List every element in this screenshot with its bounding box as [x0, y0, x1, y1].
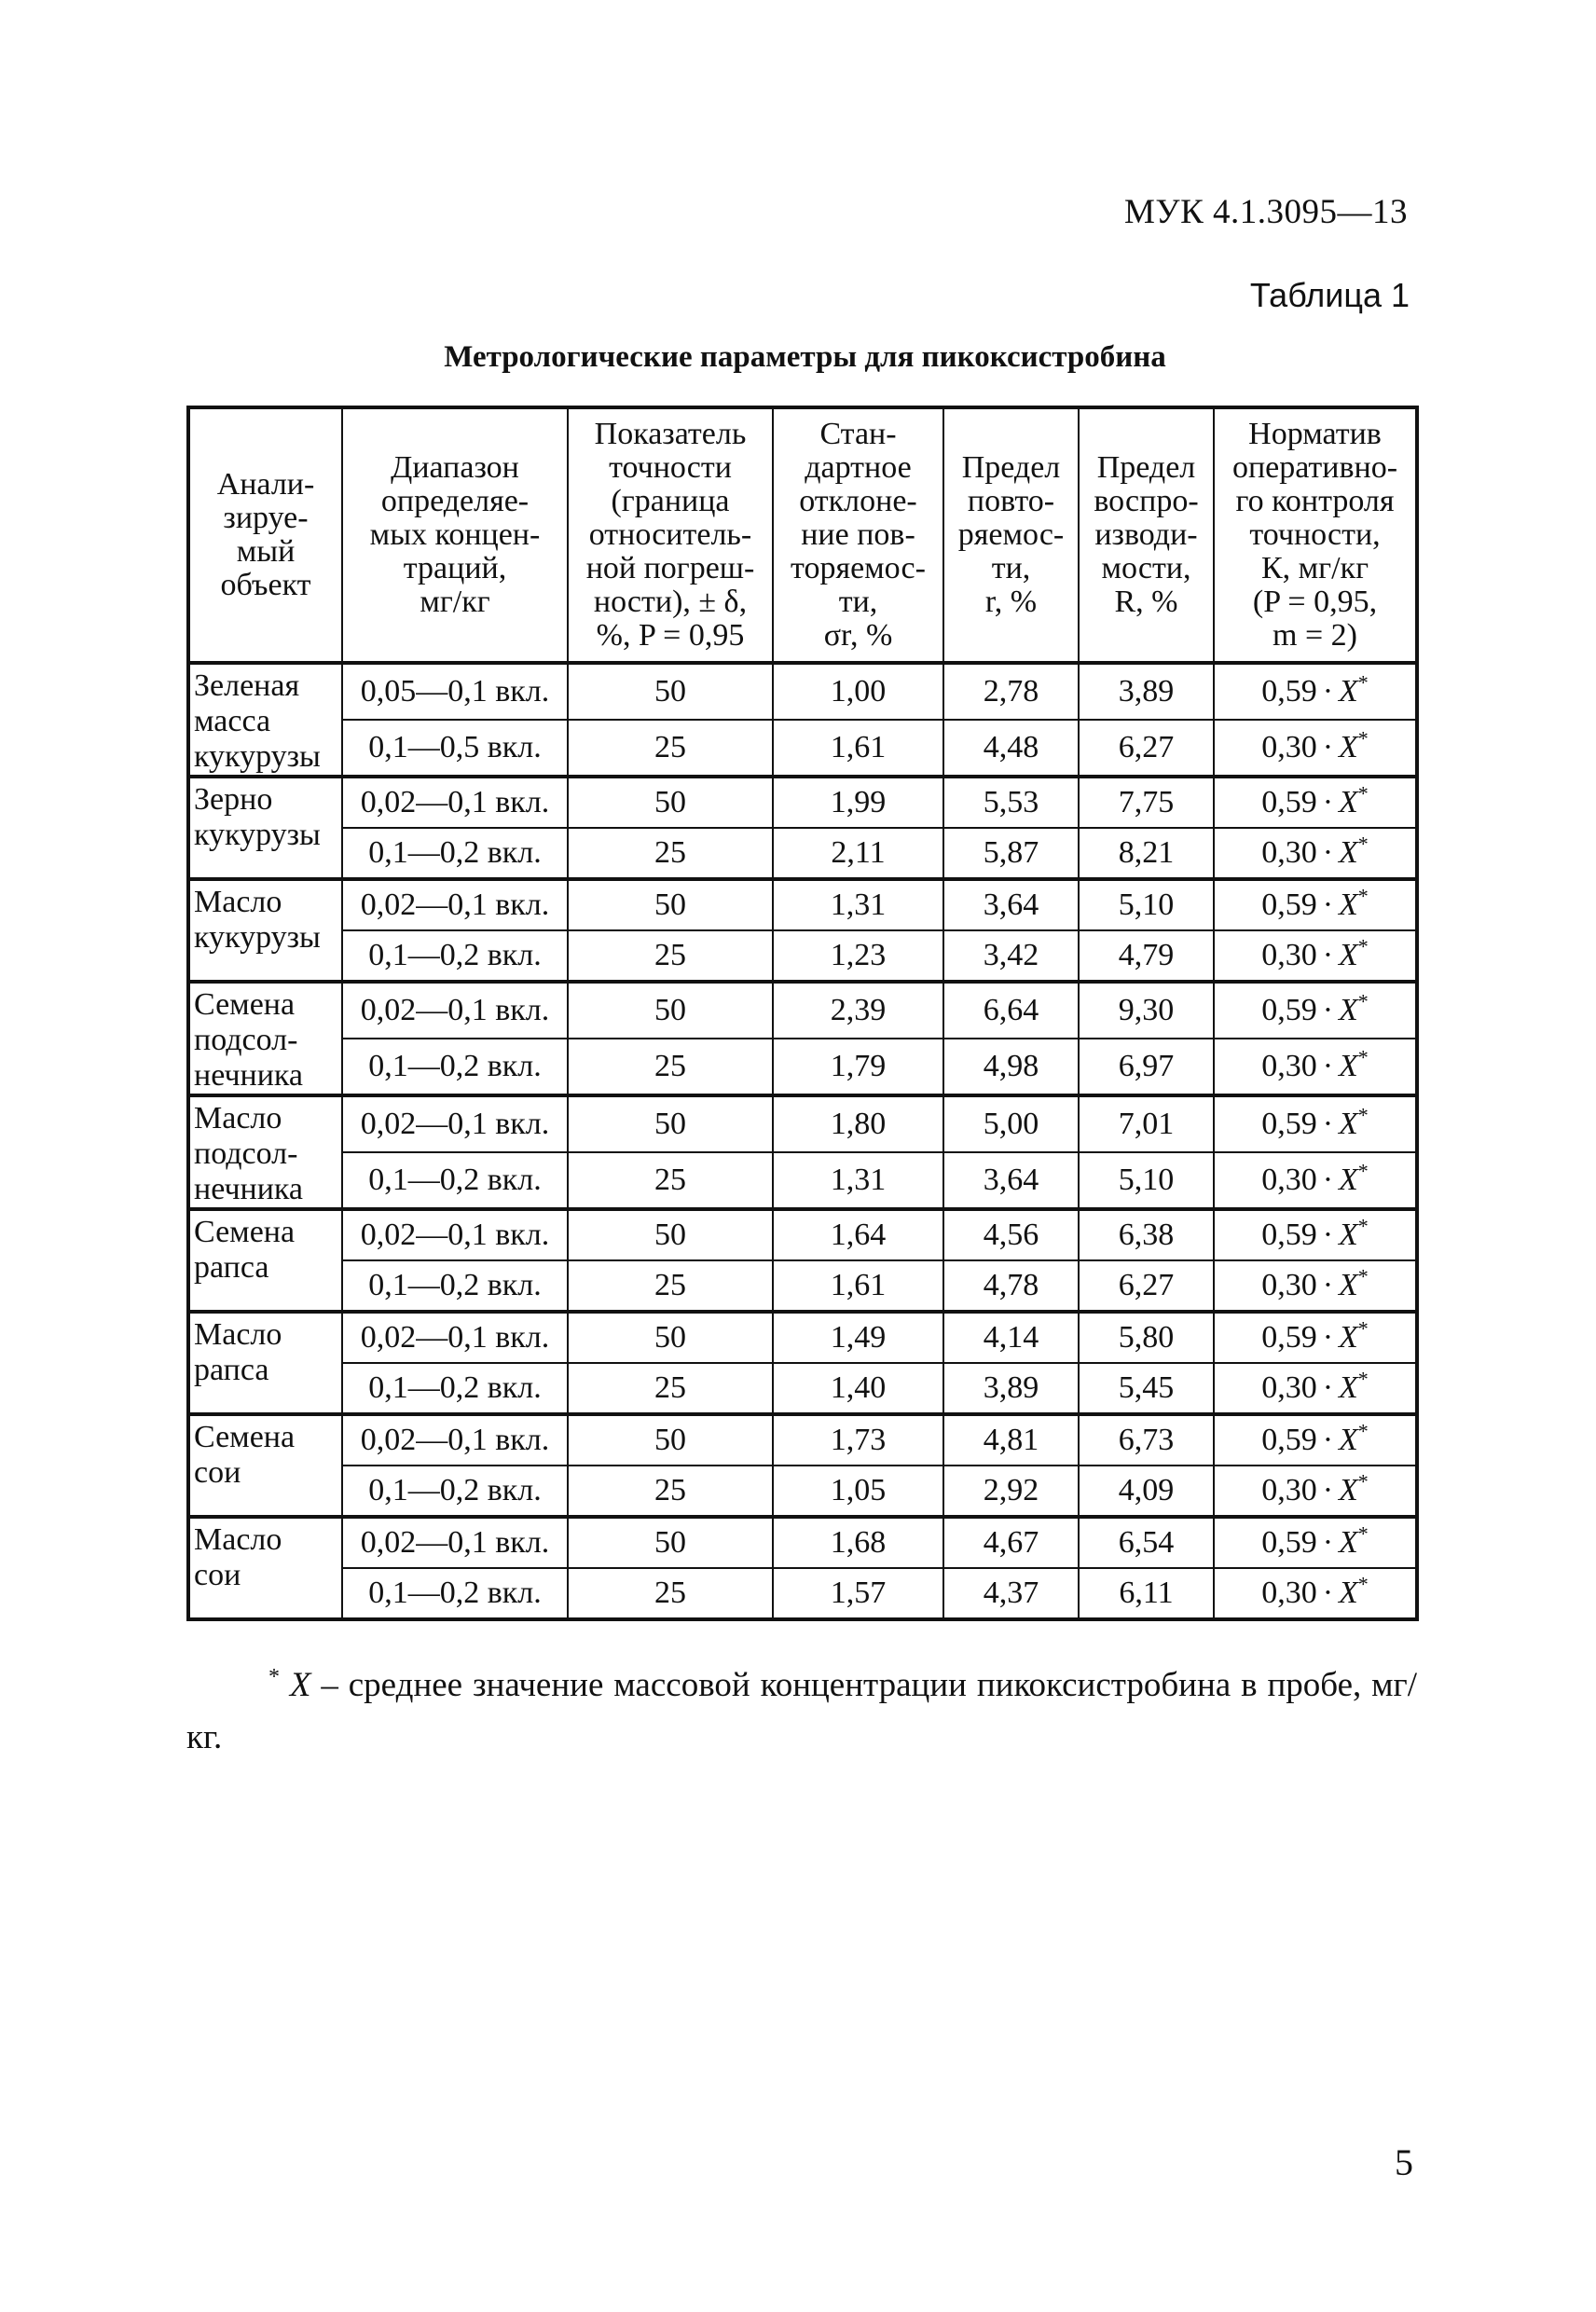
object-cell: Семена рапса [188, 1209, 342, 1312]
sigma-cell: 1,61 [773, 1260, 943, 1312]
footnote-ref: * [1357, 1469, 1369, 1493]
table-row [188, 1039, 1417, 1095]
footnote-ref: * [1357, 1103, 1369, 1127]
column-header: Предел повто- ряемос- ти, r, % [943, 407, 1079, 663]
norm-variable: X [1339, 1107, 1358, 1141]
norm-variable: X [1339, 835, 1358, 870]
norm-coefficient: 0,30 [1261, 835, 1317, 870]
range-cell: 0,1—0,2 вкл. [342, 1363, 568, 1414]
reproducibility-cell: 7,01 [1079, 1095, 1214, 1152]
footnote-text: – среднее значение массовой концентрации пикоксистробина в пробе, мг/кг. [186, 1666, 1418, 1756]
table-row [188, 982, 1417, 1039]
footnote-ref: * [1357, 781, 1369, 805]
control-norm-cell [1214, 1568, 1417, 1619]
sigma-cell: 1,68 [773, 1517, 943, 1568]
control-norm-cell [1214, 982, 1417, 1039]
sigma-cell: 1,05 [773, 1466, 943, 1517]
accuracy-cell: 25 [568, 1260, 773, 1312]
table-row [188, 663, 1417, 720]
repeatability-cell: 3,42 [943, 930, 1079, 982]
sigma-cell: 1,73 [773, 1414, 943, 1466]
norm-coefficient: 0,59 [1261, 1218, 1317, 1252]
reproducibility-cell: 6,97 [1079, 1039, 1214, 1095]
reproducibility-cell: 7,75 [1079, 777, 1214, 828]
repeatability-cell: 5,53 [943, 777, 1079, 828]
multiply-sign: · [1322, 1320, 1334, 1355]
sigma-cell: 1,49 [773, 1312, 943, 1363]
repeatability-cell: 3,89 [943, 1363, 1079, 1414]
reproducibility-cell: 4,79 [1079, 930, 1214, 982]
column-header: Предел воспро- изводи- мости, R, % [1079, 407, 1214, 663]
footnote-ref: * [1357, 1419, 1369, 1443]
footnote-mark: * [268, 1664, 280, 1689]
range-cell: 0,1—0,2 вкл. [342, 828, 568, 879]
column-header: Показатель точности (граница относитель- ной погреш- ности), ± δ, %, P = 0,95 [568, 407, 773, 663]
multiply-sign: · [1322, 1268, 1334, 1302]
accuracy-cell: 25 [568, 828, 773, 879]
table-row [188, 1466, 1417, 1517]
control-norm-cell [1214, 879, 1417, 930]
range-cell: 0,02—0,1 вкл. [342, 879, 568, 930]
multiply-sign: · [1322, 785, 1334, 819]
control-norm-cell [1214, 1517, 1417, 1568]
norm-coefficient: 0,30 [1261, 1473, 1317, 1507]
table-row [188, 1414, 1417, 1466]
norm-coefficient: 0,59 [1261, 888, 1317, 922]
control-norm-cell [1214, 663, 1417, 720]
table-row [188, 720, 1417, 777]
accuracy-cell: 50 [568, 1414, 773, 1466]
reproducibility-cell: 3,89 [1079, 663, 1214, 720]
footnote-ref: * [1357, 1264, 1369, 1288]
norm-coefficient: 0,30 [1261, 1268, 1317, 1302]
reproducibility-cell: 6,11 [1079, 1568, 1214, 1619]
range-cell: 0,02—0,1 вкл. [342, 777, 568, 828]
norm-variable: X [1339, 785, 1358, 819]
norm-coefficient: 0,59 [1261, 1525, 1317, 1560]
accuracy-cell: 50 [568, 1209, 773, 1260]
control-norm-cell [1214, 1095, 1417, 1152]
norm-coefficient: 0,59 [1261, 993, 1317, 1027]
norm-variable: X [1339, 1320, 1358, 1355]
sigma-cell: 1,57 [773, 1568, 943, 1619]
table-body [188, 663, 1417, 1619]
range-cell: 0,1—0,2 вкл. [342, 1568, 568, 1619]
norm-coefficient: 0,30 [1261, 1576, 1317, 1610]
table-title: Метрологические параметры для пикоксистробина [444, 340, 1166, 374]
range-cell: 0,1—0,2 вкл. [342, 1260, 568, 1312]
multiply-sign: · [1322, 1370, 1334, 1405]
sigma-cell: 1,80 [773, 1095, 943, 1152]
object-cell: Зерно кукурузы [188, 777, 342, 879]
norm-variable: X [1339, 1473, 1358, 1507]
footnote-variable: X [289, 1666, 311, 1704]
range-cell: 0,1—0,2 вкл. [342, 1152, 568, 1209]
column-header: Диапазон определяе- мых концен- траций, мг/кг [342, 407, 568, 663]
accuracy-cell: 25 [568, 1466, 773, 1517]
sigma-cell: 1,23 [773, 930, 943, 982]
table-row [188, 1517, 1417, 1568]
footnote-ref: * [1357, 670, 1369, 695]
table-label: Таблица 1 [1249, 276, 1410, 314]
range-cell: 0,02—0,1 вкл. [342, 1312, 568, 1363]
range-cell: 0,1—0,5 вкл. [342, 720, 568, 777]
norm-coefficient: 0,30 [1261, 730, 1317, 764]
reproducibility-cell: 4,09 [1079, 1466, 1214, 1517]
accuracy-cell: 50 [568, 777, 773, 828]
accuracy-cell: 25 [568, 720, 773, 777]
control-norm-cell [1214, 1209, 1417, 1260]
sigma-cell: 2,11 [773, 828, 943, 879]
repeatability-cell: 5,87 [943, 828, 1079, 879]
table-row [188, 1363, 1417, 1414]
norm-coefficient: 0,59 [1261, 1423, 1317, 1457]
accuracy-cell: 50 [568, 1312, 773, 1363]
range-cell: 0,02—0,1 вкл. [342, 982, 568, 1039]
reproducibility-cell: 6,73 [1079, 1414, 1214, 1466]
reproducibility-cell: 5,80 [1079, 1312, 1214, 1363]
multiply-sign: · [1322, 1576, 1334, 1610]
norm-variable: X [1339, 1268, 1358, 1302]
norm-coefficient: 0,30 [1261, 1370, 1317, 1405]
accuracy-cell: 50 [568, 1517, 773, 1568]
control-norm-cell [1214, 1312, 1417, 1363]
column-header: Стан- дартное отклоне- ние пов- торяемос- ти, σr, % [773, 407, 943, 663]
repeatability-cell: 4,48 [943, 720, 1079, 777]
multiply-sign: · [1322, 1163, 1334, 1197]
object-cell: Масло сои [188, 1517, 342, 1619]
table-row [188, 1312, 1417, 1363]
sigma-cell: 1,99 [773, 777, 943, 828]
multiply-sign: · [1322, 1049, 1334, 1083]
table-row [188, 1152, 1417, 1209]
footnote-ref: * [1357, 726, 1369, 750]
norm-variable: X [1339, 730, 1358, 764]
table-row [188, 930, 1417, 982]
repeatability-cell: 4,98 [943, 1039, 1079, 1095]
range-cell: 0,02—0,1 вкл. [342, 1414, 568, 1466]
accuracy-cell: 25 [568, 1363, 773, 1414]
column-header: Норматив оперативно- го контроля точности, К, мг/кг (P = 0,95, m = 2) [1214, 407, 1417, 663]
reproducibility-cell: 5,10 [1079, 1152, 1214, 1209]
norm-variable: X [1339, 993, 1358, 1027]
table-row [188, 879, 1417, 930]
multiply-sign: · [1322, 1423, 1334, 1457]
range-cell: 0,1—0,2 вкл. [342, 1466, 568, 1517]
accuracy-cell: 25 [568, 1152, 773, 1209]
footnote-ref: * [1357, 1159, 1369, 1183]
sigma-cell: 1,31 [773, 1152, 943, 1209]
column-header: Анали- зируе- мый объект [188, 407, 342, 663]
footnote-ref: * [1357, 934, 1369, 958]
accuracy-cell: 25 [568, 1039, 773, 1095]
multiply-sign: · [1322, 938, 1334, 972]
table-row [188, 1209, 1417, 1260]
range-cell: 0,02—0,1 вкл. [342, 1517, 568, 1568]
repeatability-cell: 4,37 [943, 1568, 1079, 1619]
control-norm-cell [1214, 930, 1417, 982]
sigma-cell: 1,61 [773, 720, 943, 777]
multiply-sign: · [1322, 1218, 1334, 1252]
footnote-ref: * [1357, 884, 1369, 908]
norm-variable: X [1339, 938, 1358, 972]
object-cell: Семена подсол- нечника [188, 982, 342, 1095]
norm-coefficient: 0,59 [1261, 785, 1317, 819]
control-norm-cell [1214, 777, 1417, 828]
accuracy-cell: 50 [568, 982, 773, 1039]
document-code: МУК 4.1.3095—13 [1123, 193, 1408, 231]
norm-coefficient: 0,59 [1261, 1320, 1317, 1355]
multiply-sign: · [1322, 1107, 1334, 1141]
object-cell: Масло рапса [188, 1312, 342, 1414]
table-row [188, 777, 1417, 828]
footnote-ref: * [1357, 1045, 1369, 1069]
norm-variable: X [1339, 674, 1358, 709]
accuracy-cell: 50 [568, 879, 773, 930]
footnote-ref: * [1357, 989, 1369, 1013]
norm-variable: X [1339, 888, 1358, 922]
footnote-ref: * [1357, 1316, 1369, 1341]
repeatability-cell: 3,64 [943, 879, 1079, 930]
multiply-sign: · [1322, 674, 1334, 709]
footnote-ref: * [1357, 1214, 1369, 1238]
norm-variable: X [1339, 1218, 1358, 1252]
norm-coefficient: 0,30 [1261, 938, 1317, 972]
control-norm-cell [1214, 1363, 1417, 1414]
reproducibility-cell: 6,54 [1079, 1517, 1214, 1568]
sigma-cell: 1,79 [773, 1039, 943, 1095]
repeatability-cell: 4,67 [943, 1517, 1079, 1568]
multiply-sign: · [1322, 993, 1334, 1027]
table-row [188, 1260, 1417, 1312]
norm-variable: X [1339, 1163, 1358, 1197]
reproducibility-cell: 9,30 [1079, 982, 1214, 1039]
reproducibility-cell: 6,27 [1079, 1260, 1214, 1312]
sigma-cell: 1,64 [773, 1209, 943, 1260]
range-cell: 0,1—0,2 вкл. [342, 930, 568, 982]
reproducibility-cell: 5,10 [1079, 879, 1214, 930]
control-norm-cell [1214, 1152, 1417, 1209]
norm-variable: X [1339, 1525, 1358, 1560]
norm-coefficient: 0,30 [1261, 1163, 1317, 1197]
reproducibility-cell: 6,38 [1079, 1209, 1214, 1260]
norm-coefficient: 0,59 [1261, 674, 1317, 709]
footnote-ref: * [1357, 832, 1369, 856]
repeatability-cell: 4,78 [943, 1260, 1079, 1312]
accuracy-cell: 25 [568, 930, 773, 982]
table-row [188, 1095, 1417, 1152]
metrology-table [186, 406, 1419, 1621]
multiply-sign: · [1322, 835, 1334, 870]
repeatability-cell: 4,81 [943, 1414, 1079, 1466]
control-norm-cell [1214, 720, 1417, 777]
accuracy-cell: 50 [568, 663, 773, 720]
norm-variable: X [1339, 1049, 1358, 1083]
table-row [188, 1568, 1417, 1619]
repeatability-cell: 5,00 [943, 1095, 1079, 1152]
norm-variable: X [1339, 1576, 1358, 1610]
footnote-ref: * [1357, 1521, 1369, 1546]
object-cell: Зеленая масса кукурузы [188, 663, 342, 777]
page-number: 5 [1395, 2141, 1413, 2183]
norm-variable: X [1339, 1423, 1358, 1457]
range-cell: 0,05—0,1 вкл. [342, 663, 568, 720]
sigma-cell: 1,40 [773, 1363, 943, 1414]
footnote [186, 1659, 1417, 1764]
footnote-ref: * [1357, 1367, 1369, 1391]
reproducibility-cell: 6,27 [1079, 720, 1214, 777]
sigma-cell: 2,39 [773, 982, 943, 1039]
accuracy-cell: 25 [568, 1568, 773, 1619]
norm-coefficient: 0,59 [1261, 1107, 1317, 1141]
repeatability-cell: 2,92 [943, 1466, 1079, 1517]
control-norm-cell [1214, 828, 1417, 879]
multiply-sign: · [1322, 1473, 1334, 1507]
repeatability-cell: 6,64 [943, 982, 1079, 1039]
multiply-sign: · [1322, 730, 1334, 764]
reproducibility-cell: 8,21 [1079, 828, 1214, 879]
range-cell: 0,1—0,2 вкл. [342, 1039, 568, 1095]
range-cell: 0,02—0,1 вкл. [342, 1095, 568, 1152]
control-norm-cell [1214, 1466, 1417, 1517]
reproducibility-cell: 5,45 [1079, 1363, 1214, 1414]
repeatability-cell: 2,78 [943, 663, 1079, 720]
multiply-sign: · [1322, 888, 1334, 922]
table-row [188, 828, 1417, 879]
repeatability-cell: 3,64 [943, 1152, 1079, 1209]
norm-variable: X [1339, 1370, 1358, 1405]
object-cell: Масло подсол- нечника [188, 1095, 342, 1209]
repeatability-cell: 4,14 [943, 1312, 1079, 1363]
sigma-cell: 1,00 [773, 663, 943, 720]
object-cell: Семена сои [188, 1414, 342, 1517]
sigma-cell: 1,31 [773, 879, 943, 930]
range-cell: 0,02—0,1 вкл. [342, 1209, 568, 1260]
norm-coefficient: 0,30 [1261, 1049, 1317, 1083]
object-cell: Масло кукурузы [188, 879, 342, 982]
accuracy-cell: 50 [568, 1095, 773, 1152]
control-norm-cell [1214, 1414, 1417, 1466]
control-norm-cell [1214, 1039, 1417, 1095]
control-norm-cell [1214, 1260, 1417, 1312]
footnote-ref: * [1357, 1572, 1369, 1596]
multiply-sign: · [1322, 1525, 1334, 1560]
table-header-row [188, 407, 1417, 663]
repeatability-cell: 4,56 [943, 1209, 1079, 1260]
